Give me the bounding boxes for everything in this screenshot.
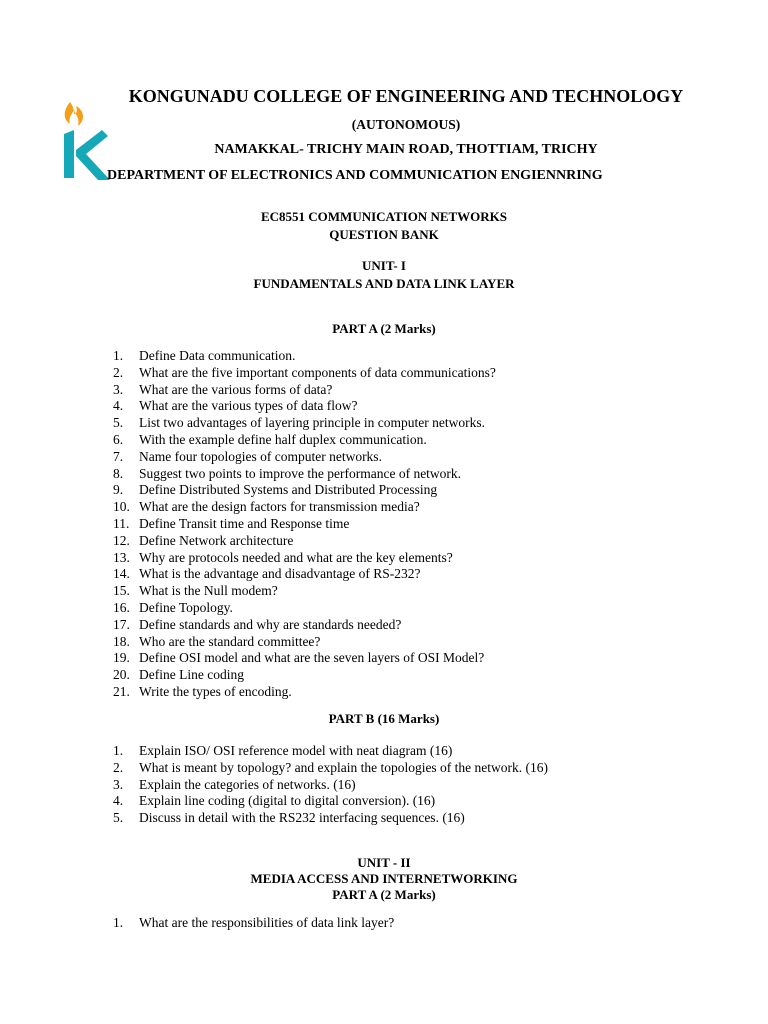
question-number: 8.: [113, 465, 124, 481]
question-item: [113, 743, 548, 760]
question-text: What is meant by topology? and explain the topologies of the network. (16): [139, 759, 549, 775]
question-number: 7.: [113, 448, 124, 464]
question-number: 9.: [113, 482, 124, 498]
question-number: 10.: [113, 499, 130, 515]
unit1-label: UNIT- I: [362, 258, 406, 273]
unit2-label: UNIT - II: [357, 855, 411, 870]
question-text: Define Transit time and Response time: [139, 515, 350, 531]
question-text: Name four topologies of computer networks.: [139, 448, 382, 464]
question-item: [113, 650, 496, 667]
question-text: What is the advantage and disadvantage of RS-232?: [139, 566, 421, 582]
question-item: [113, 760, 548, 777]
question-item: [113, 684, 496, 701]
question-number: 15.: [113, 583, 130, 599]
unit1-partA-heading: PART A (2 Marks): [332, 321, 436, 336]
question-number: 2.: [113, 364, 124, 380]
question-text: List two advantages of layering principle in computer networks.: [139, 415, 486, 431]
question-text: Explain the categories of networks. (16): [139, 776, 356, 792]
question-text: Define Topology.: [139, 599, 233, 615]
unit1-partB-list: [113, 743, 548, 827]
question-item: [113, 382, 496, 399]
unit2-partA-heading: PART A (2 Marks): [332, 887, 436, 902]
question-number: 4.: [113, 398, 124, 414]
course-subtitle: QUESTION BANK: [329, 227, 439, 242]
question-text: Define Data communication.: [139, 348, 296, 363]
question-item: [113, 449, 496, 466]
question-item: [113, 583, 496, 600]
question-item: [113, 499, 496, 516]
question-text: Define Line coding: [139, 667, 244, 683]
question-text: What are the responsibilities of data link layer?: [139, 915, 395, 930]
question-text: What are the five important components of data communications?: [139, 364, 496, 380]
question-number: 5.: [113, 415, 124, 431]
question-number: 6.: [113, 431, 124, 447]
question-text: Define Network architecture: [139, 532, 294, 548]
question-text: Define standards and why are standards needed?: [139, 616, 402, 632]
department-text: DEPARTMENT OF ELECTRONICS AND COMMUNICATION ENGIENNRING: [107, 168, 603, 183]
question-item: [113, 634, 496, 651]
question-item: [113, 432, 496, 449]
question-number: 1.: [113, 348, 124, 363]
question-number: 21.: [113, 683, 130, 699]
autonomous-label: (AUTONOMOUS): [351, 117, 461, 132]
question-text: What is the Null modem?: [139, 583, 278, 599]
unit1-partA-list: [113, 348, 496, 701]
question-number: 12.: [113, 532, 130, 548]
question-item: [113, 566, 496, 583]
question-number: 3.: [113, 381, 124, 397]
unit2-title: MEDIA ACCESS AND INTERNETWORKING: [250, 871, 518, 886]
college-address: NAMAKKAL- TRICHY MAIN ROAD, THOTTIAM, TRICHY: [214, 142, 598, 157]
college-name: KONGUNADU COLLEGE OF ENGINEERING AND TECHNOLOGY: [128, 86, 684, 106]
question-item: [113, 600, 496, 617]
question-item: [113, 415, 496, 432]
question-item: [113, 667, 496, 684]
question-item: [113, 398, 496, 415]
question-item: [113, 516, 496, 533]
question-number: 13.: [113, 549, 130, 565]
question-text: Why are protocols needed and what are the key elements?: [139, 549, 453, 565]
question-text: Write the types of encoding.: [139, 683, 292, 699]
question-item: [113, 550, 496, 567]
question-text: Define OSI model and what are the seven layers of OSI Model?: [139, 650, 485, 666]
unit1-partB-heading: PART B (16 Marks): [328, 711, 440, 726]
question-text: Suggest two points to improve the performance of network.: [139, 465, 462, 481]
unit1-title: FUNDAMENTALS AND DATA LINK LAYER: [253, 276, 515, 291]
question-number: 18.: [113, 633, 130, 649]
question-number: 3.: [113, 776, 124, 792]
course-title: EC8551 COMMUNICATION NETWORKS: [260, 209, 508, 224]
question-item: [113, 482, 496, 499]
question-text: What are the various types of data flow?: [139, 398, 358, 414]
question-text: Define Distributed Systems and Distributed Processing: [139, 482, 438, 498]
question-text: Discuss in detail with the RS232 interfacing sequences. (16): [139, 810, 465, 826]
question-item: [113, 348, 496, 365]
question-text: What are the various forms of data?: [139, 381, 333, 397]
question-text: With the example define half duplex communication.: [139, 431, 427, 447]
question-number: 1.: [113, 915, 124, 930]
question-number: 19.: [113, 650, 130, 666]
question-number: 16.: [113, 599, 130, 615]
question-item: [113, 810, 548, 827]
question-item: [113, 793, 548, 810]
question-text: What are the design factors for transmission media?: [139, 499, 420, 515]
question-item: [113, 533, 496, 550]
question-number: 2.: [113, 759, 124, 775]
question-item: [113, 365, 496, 382]
question-text: Explain line coding (digital to digital conversion). (16): [139, 793, 436, 809]
question-number: 1.: [113, 743, 124, 758]
question-number: 14.: [113, 566, 130, 582]
question-item: [113, 777, 548, 794]
question-item: [113, 617, 496, 634]
question-number: 11.: [113, 515, 130, 531]
question-number: 17.: [113, 616, 130, 632]
question-text: Who are the standard committee?: [139, 633, 321, 649]
question-number: 5.: [113, 810, 124, 826]
question-item: [113, 466, 496, 483]
question-item: [113, 915, 394, 932]
question-number: 4.: [113, 793, 124, 809]
unit2-partA-list: [113, 915, 394, 932]
question-number: 20.: [113, 667, 130, 683]
question-text: Explain ISO/ OSI reference model with neat diagram (16): [139, 743, 453, 758]
